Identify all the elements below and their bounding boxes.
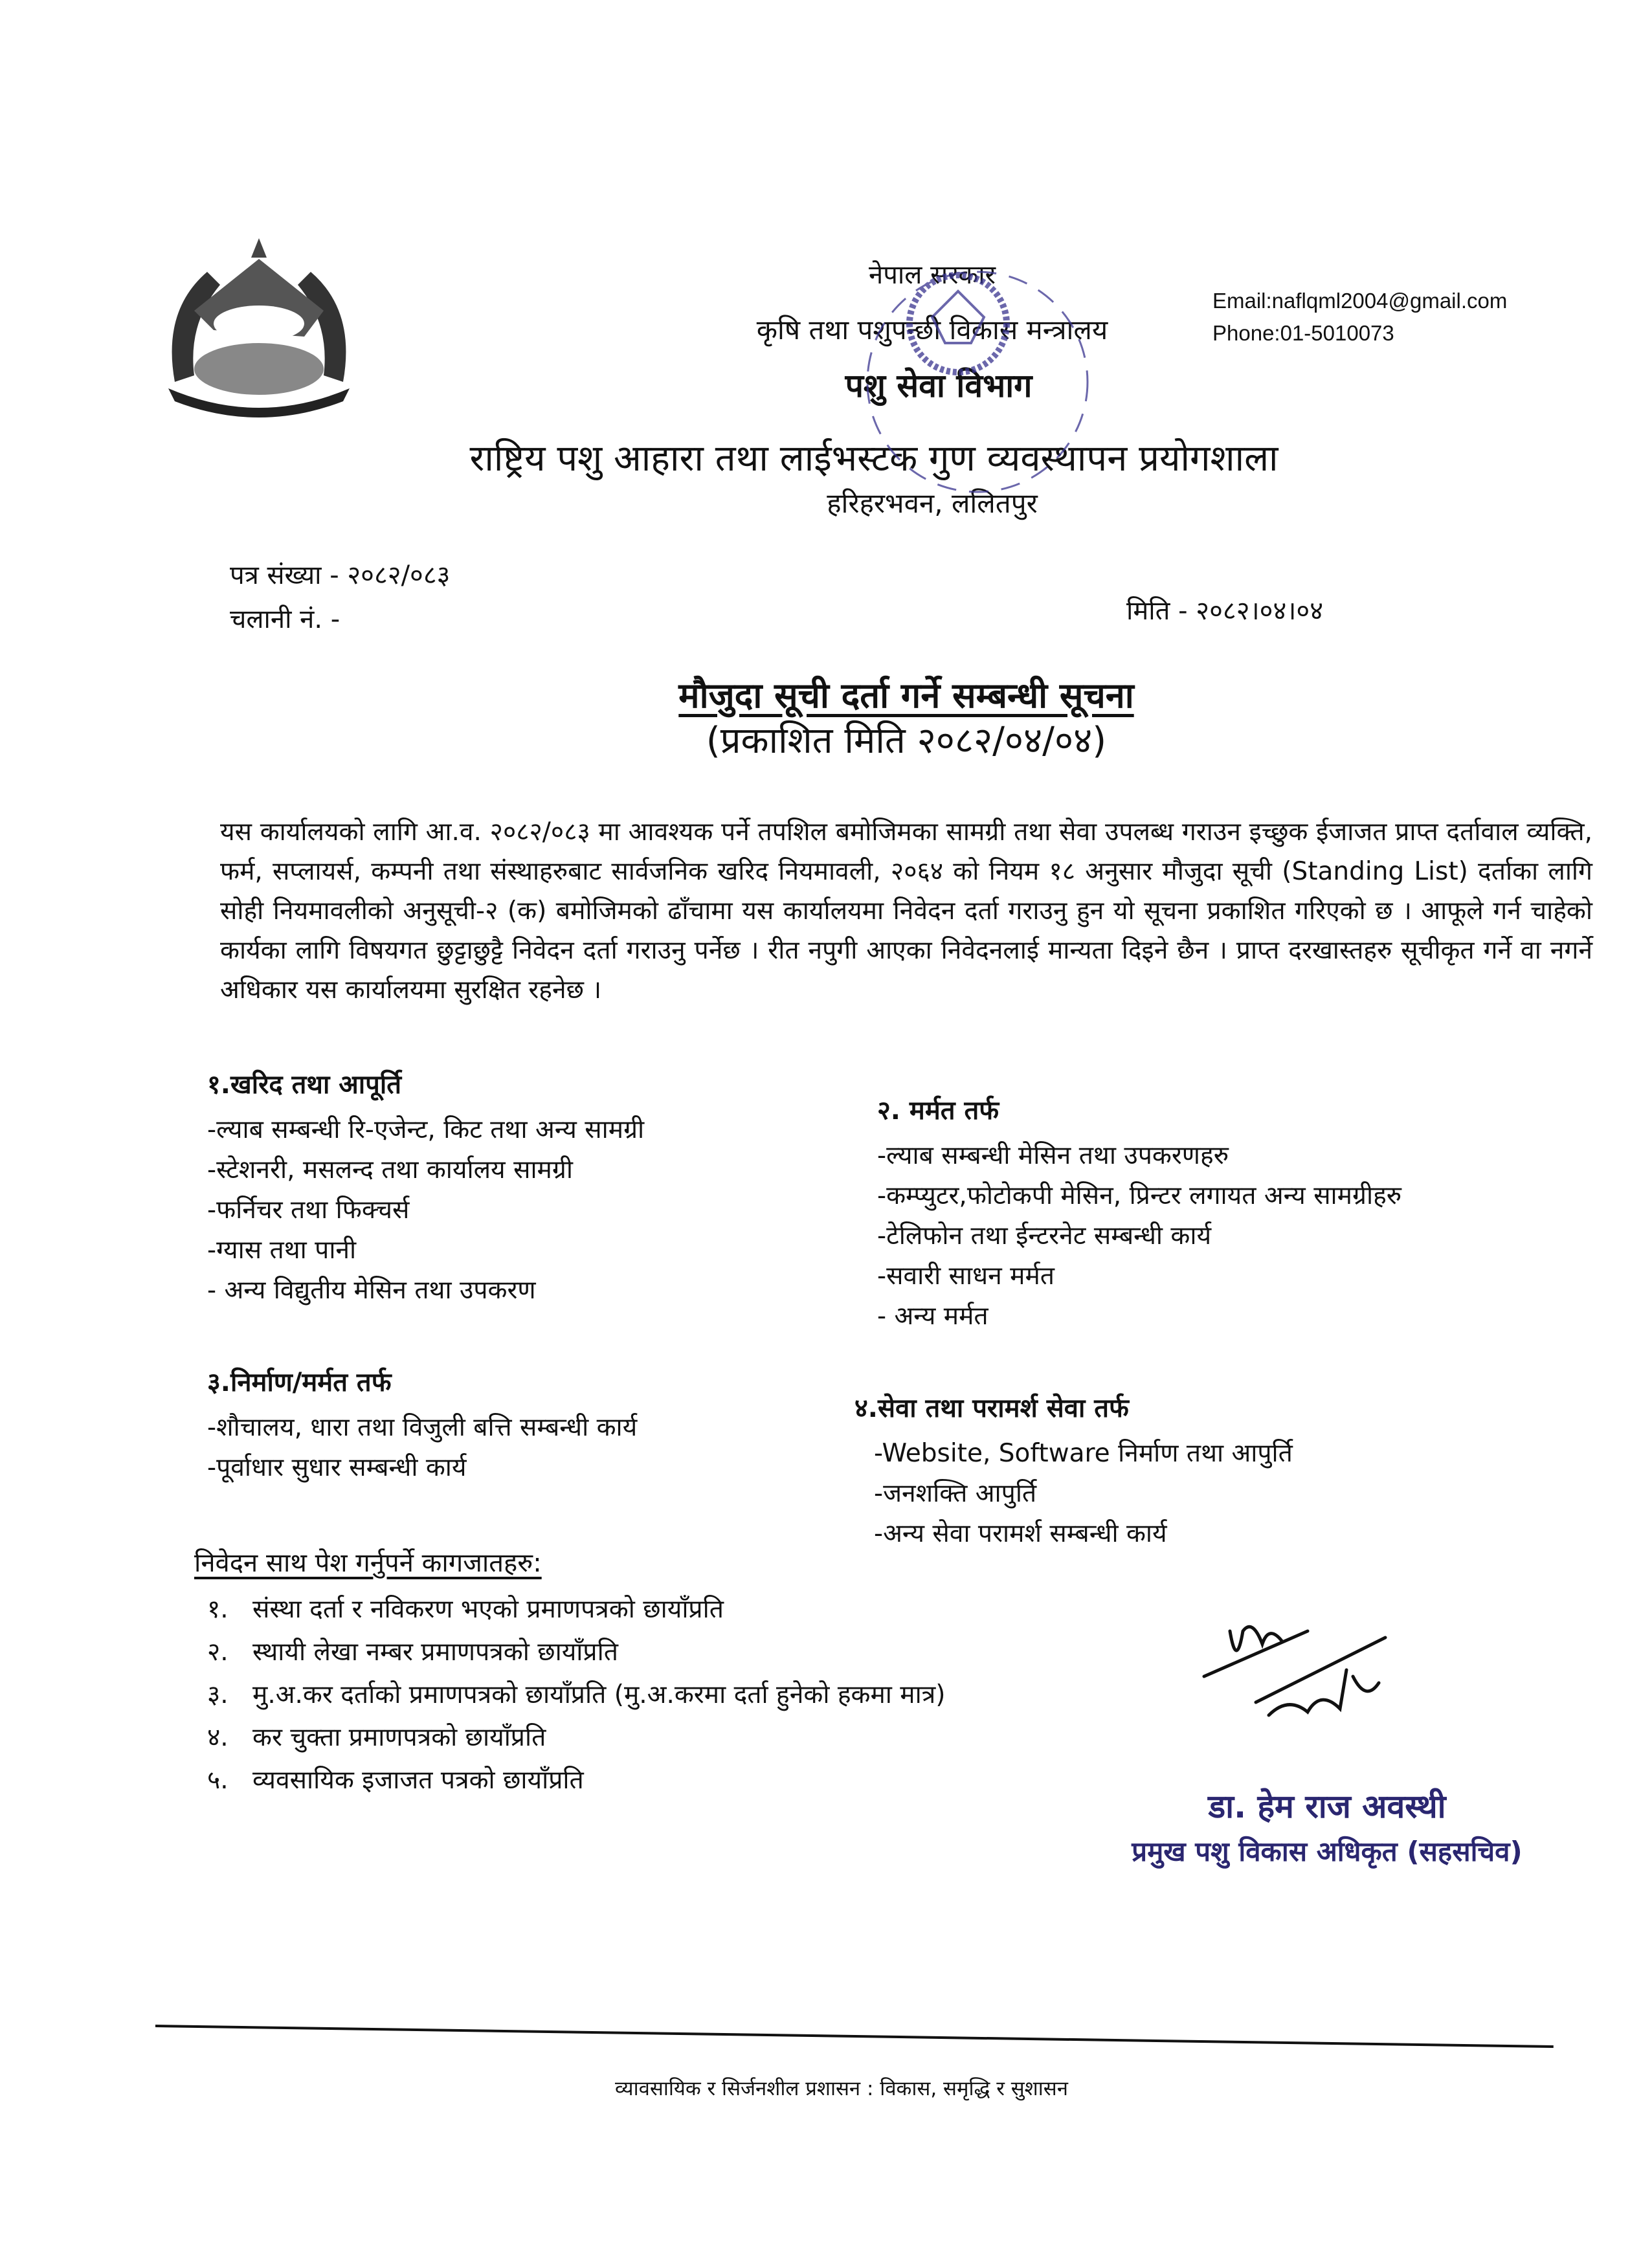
header-ministry: कृषि तथा पशुपन्छी विकास मन्त्रालय <box>756 314 1108 346</box>
notice-title: मौजुदा सूची दर्ता गर्ने सम्बन्धी सूचना <box>678 675 1134 716</box>
section-services <box>854 1388 1293 1554</box>
dispatch-number: चलानी नं. - <box>230 605 340 634</box>
list-item: -सवारी साधन मर्मत <box>877 1262 1055 1291</box>
notice-title-block <box>518 673 1295 764</box>
list-item: - अन्य मर्मत <box>877 1302 988 1331</box>
signatory-name: डा. हेम राज अवस्थी <box>1208 1788 1446 1825</box>
section-heading: ३.निर्माण/मर्मत तर्फ <box>207 1368 392 1397</box>
footer-divider <box>155 2025 1554 2048</box>
list-item: -शौचालय, धारा तथा विजुली बत्ति सम्बन्धी कार्य <box>207 1413 638 1442</box>
publish-date: (प्रकाशित मिति २०८२/०४/०४) <box>706 720 1107 762</box>
header-department: पशु सेवा विभाग <box>845 367 1032 405</box>
list-item: -अन्य सेवा परामर्श सम्बन्धी कार्य <box>874 1519 1167 1548</box>
section-construction <box>207 1362 637 1488</box>
list-item: -ल्याब सम्बन्धी रि-एजेन्ट, किट तथा अन्य सामग्री <box>207 1115 645 1144</box>
reference-block <box>230 553 450 641</box>
header-government: नेपाल सरकार <box>869 260 996 290</box>
header-address: हरिहरभवन, ललितपुर <box>827 487 1038 519</box>
phone-text: Phone:01-5010073 <box>1212 321 1394 345</box>
section-heading: १.खरिद तथा आपूर्ति <box>207 1070 402 1100</box>
document-item: ४. कर चुक्ता प्रमाणपत्रको छायाँप्रति <box>207 1723 546 1752</box>
list-item: -कम्प्युटर,फोटोकपी मेसिन, प्रिन्टर लगायत अन्य सामग्रीहरु <box>877 1181 1402 1210</box>
notice-body: यस कार्यालयको लागि आ.व. २०८२/०८३ मा आवश्यक पर्ने तपशिल बमोजिमका सामग्री तथा सेवा उपलब्ध गराउन इच्छुक ईजाजत प्राप्त दर्तावाल व्यक्ति, फर्म, सप्लायर्स, कम्पनी तथा संस्थाहरुबाट सार्वजनिक खरिद नियमावली, २०६४ को नियम १८ अनुसार मौजुदा सूची (Standing List) दर्ताका लागि सोही नियमावलीको अनुसूची-२ (क) बमोजिमको ढाँचामा यस कार्यालयमा निवेदन दर्ता गराउनु हुन यो सूचना प्रकाशित गरिएको छ । आफूले गर्न चाहेको कार्यका लागि विषयगत छुट्टाछुट्टै निवेदन दर्ता गराउनु पर्नेछ । रीत नपुगी आएका निवेदनलाई मान्यता दिइने छैन । प्राप्त दरखास्तहरु सूचीकृत गर्ने वा नगर्ने अधिकार यस कार्यालयमा सुरक्षित रहनेछ । <box>220 817 1592 1005</box>
document-item: ३. मु.अ.कर दर्ताको प्रमाणपत्रको छायाँप्रति (मु.अ.करमा दर्ता हुनेको हकमा मात्र) <box>207 1680 946 1709</box>
letter-date: मिति - २०८२।०४।०४ <box>1126 596 1324 626</box>
section-repair <box>877 1091 1401 1337</box>
document-item: १. संस्था दर्ता र नविकरण भएको प्रमाणपत्रको छायाँप्रति <box>207 1595 724 1624</box>
signatory-designation: प्रमुख पशु विकास अधिकृत (सहसचिव) <box>1132 1836 1523 1867</box>
list-item: -Website, Software निर्माण तथा आपुर्ति <box>874 1439 1293 1468</box>
handwritten-signature-icon <box>1191 1605 1424 1735</box>
list-item: - अन्य विद्युतीय मेसिन तथा उपकरण <box>207 1276 536 1305</box>
footer-motto: व्यावसायिक र सिर्जनशील प्रशासन : विकास, समृद्धि र सुशासन <box>615 2077 1068 2100</box>
header-office-name: राष्ट्रिय पशु आहारा तथा लाईभस्टक गुण व्यवस्थापन प्रयोगशाला <box>469 438 1278 480</box>
list-item: -फर्निचर तथा फिक्चर्स <box>207 1195 410 1225</box>
nepal-emblem-icon <box>149 233 369 421</box>
list-item: -ग्यास तथा पानी <box>207 1236 357 1265</box>
list-item: -ल्याब सम्बन्धी मेसिन तथा उपकरणहरु <box>877 1141 1229 1170</box>
section-procurement <box>207 1065 644 1311</box>
documents-heading: निवेदन साथ पेश गर्नुपर्ने कागजातहरु: <box>194 1548 542 1578</box>
document-item: २. स्थायी लेखा नम्बर प्रमाणपत्रको छायाँप्रति <box>207 1638 618 1667</box>
letter-number: पत्र संख्या - २०८२/०८३ <box>230 561 451 590</box>
list-item: -स्टेशनरी, मसलन्द तथा कार्यालय सामग्री <box>207 1155 573 1184</box>
contact-info <box>1212 285 1507 350</box>
list-item: -पूर्वाधार सुधार सम्बन्धी कार्य <box>207 1453 467 1482</box>
official-stamp-icon <box>848 252 1107 511</box>
section-heading: ४.सेवा तथा परामर्श सेवा तर्फ <box>854 1394 1129 1423</box>
email-text: Email:naflqml2004@gmail.com <box>1212 289 1508 313</box>
signatory-block <box>1100 1783 1554 1869</box>
required-documents <box>194 1544 945 1802</box>
list-item: -टेलिफोन तथा ईन्टरनेट सम्बन्धी कार्य <box>877 1221 1212 1251</box>
document-item: ५. व्यवसायिक इजाजत पत्रको छायाँप्रति <box>207 1766 584 1795</box>
section-heading: २. मर्मत तर्फ <box>877 1096 999 1126</box>
list-item: -जनशक्ति आपुर्ति <box>874 1479 1037 1508</box>
